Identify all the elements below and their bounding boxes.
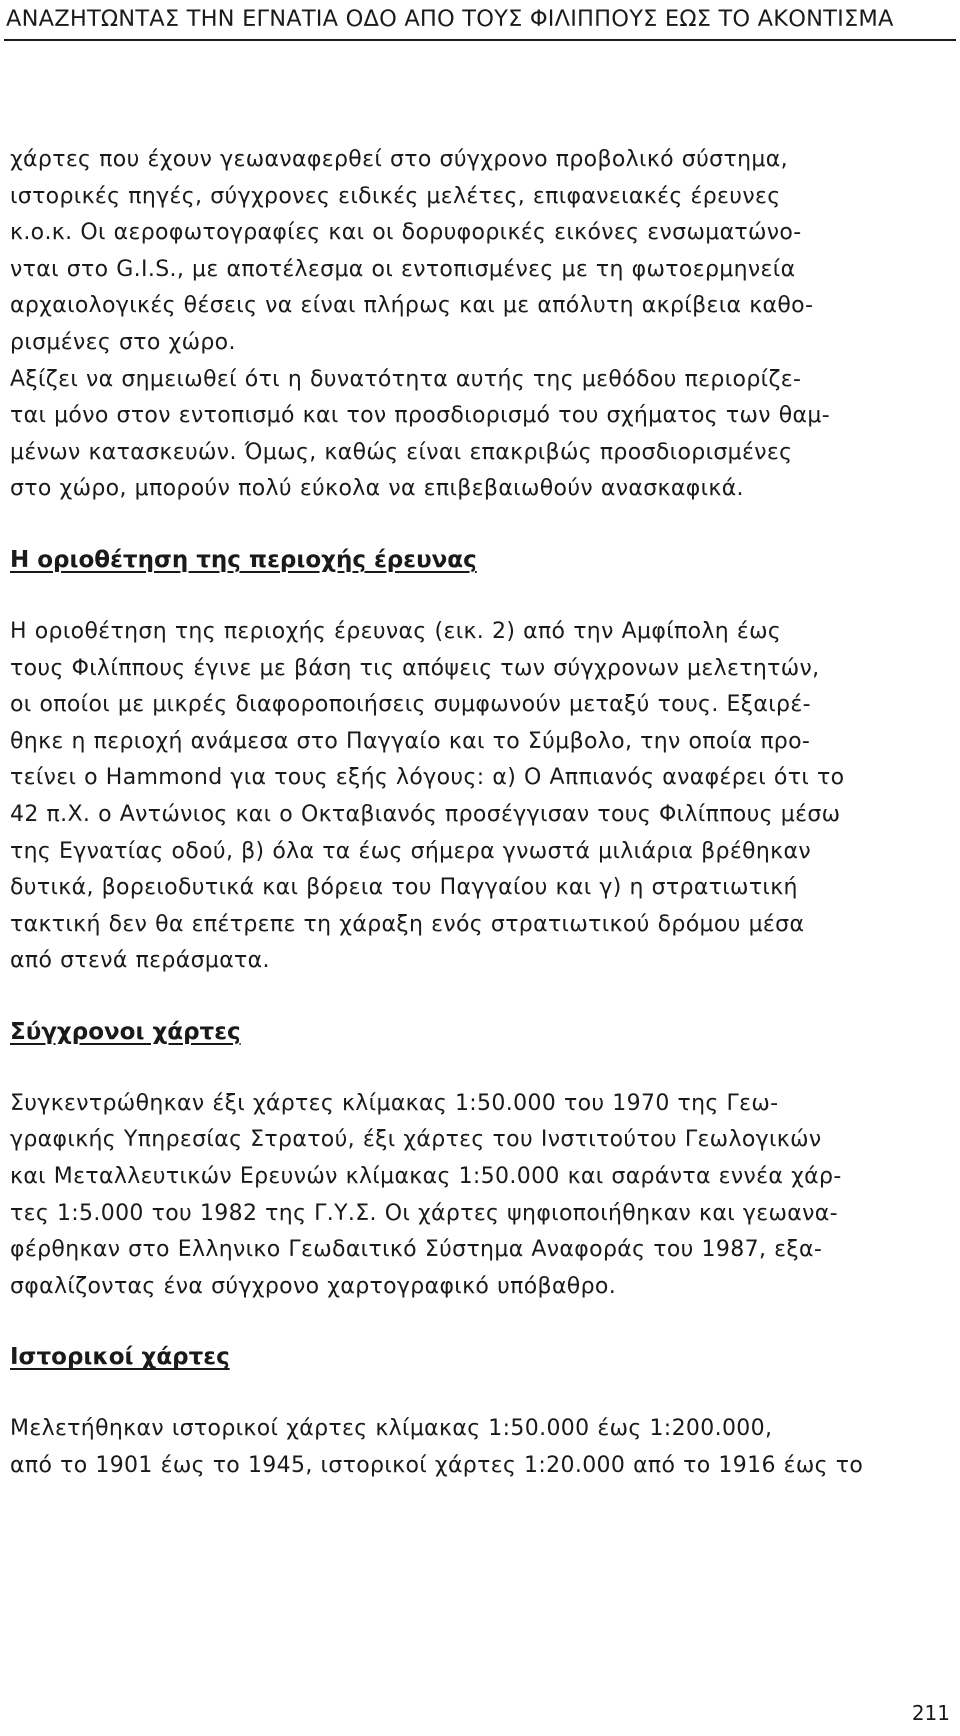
text-line: νται στο G.I.S., με αποτέλεσμα οι εντοπισμένες με τη φωτοερμηνεία bbox=[10, 256, 796, 282]
text-line: στο χώρο, μπορούν πολύ εύκολα να επιβεβαιωθούν ανασκαφικά. bbox=[10, 476, 744, 502]
page-number: 211 bbox=[911, 1701, 950, 1725]
page-body bbox=[10, 142, 954, 1485]
text-line: Η οριοθέτηση της περιοχής έρευνας (εικ. 2) από την Αμφίπολη έως bbox=[10, 618, 782, 644]
text-line: οι οποίοι με μικρές διαφοροποιήσεις συμφωνούν μεταξύ τους. Εξαιρέ- bbox=[10, 692, 811, 718]
text-line: αρχαιολογικές θέσεις να είναι πλήρως και με απόλυτη ακρίβεια καθο- bbox=[10, 293, 814, 319]
text-line: τακτική δεν θα επέτρεπε τη χάραξη ενός στρατιωτικού δρόμου μέσα bbox=[10, 911, 805, 937]
text-line: τους Φιλίππους έγινε με βάση τις απόψεις των σύγχρονων μελετητών, bbox=[10, 655, 820, 681]
text-line: από το 1901 έως το 1945, ιστορικοί χάρτες 1:20.000 από το 1916 έως το bbox=[10, 1453, 864, 1479]
section-heading-historical-maps: Ιστορικοί χάρτες bbox=[10, 1344, 230, 1371]
text-line: φέρθηκαν στο Ελληνικο Γεωδαιτικό Σύστημα Αναφοράς του 1987, εξα- bbox=[10, 1237, 823, 1263]
text-line: ρισμένες στο χώρο. bbox=[10, 329, 236, 355]
paragraph-2 bbox=[10, 362, 954, 508]
section-heading-modern-maps: Σύγχρονοι χάρτες bbox=[10, 1018, 241, 1045]
text-line: 42 π.Χ. ο Αντώνιος και ο Οκταβιανός προσέγγισαν τους Φιλίππους μέσω bbox=[10, 801, 841, 827]
text-line: Μελετήθηκαν ιστορικοί χάρτες κλίμακας 1:50.000 έως 1:200.000, bbox=[10, 1416, 773, 1442]
text-line: δυτικά, βορειοδυτικά και βόρεια του Παγγαίου και γ) η στρατιωτική bbox=[10, 875, 798, 901]
text-line: Αξίζει να σημειωθεί ότι η δυνατότητα αυτής της μεθόδου περιορίζε- bbox=[10, 366, 802, 392]
text-line: θηκε η περιοχή ανάμεσα στο Παγγαίο και το Σύμβολο, την οποία προ- bbox=[10, 728, 811, 754]
text-line: σφαλίζοντας ένα σύγχρονο χαρτογραφικό υπόβαθρο. bbox=[10, 1273, 617, 1299]
text-line: μένων κατασκευών. Όμως, καθώς είναι επακριβώς προσδιορισμένες bbox=[10, 439, 793, 465]
paragraph-5 bbox=[10, 1411, 954, 1484]
text-line: της Εγνατίας οδού, β) όλα τα έως σήμερα γνωστά μιλιάρια βρέθηκαν bbox=[10, 838, 811, 864]
text-line: ται μόνο στον εντοπισμό και τον προσδιορισμό του σχήματος των θαμ- bbox=[10, 403, 831, 429]
text-line: χάρτες που έχουν γεωαναφερθεί στο σύγχρονο προβολικό σύστημα, bbox=[10, 147, 788, 172]
running-header: ΑΝΑΖΗΤΩΝΤΑΣ ΤΗΝ ΕΓΝΑΤΙΑ ΟΔΟ ΑΠΟ ΤΟΥΣ ΦΙΛΙΠΠΟΥΣ ΕΩΣ ΤΟ ΑΚΟΝΤΙΣΜΑ bbox=[6, 6, 894, 32]
text-line: από στενά περάσματα. bbox=[10, 948, 270, 974]
text-line: ιστορικές πηγές, σύγχρονες ειδικές μελέτες, επιφανειακές έρευνες bbox=[10, 183, 781, 209]
text-line: κ.ο.κ. Οι αεροφωτογραφίες και οι δορυφορικές εικόνες ενσωματώνο- bbox=[10, 220, 802, 246]
text-line: και Μεταλλευτικών Ερευνών κλίμακας 1:50.000 και σαράντα εννέα χάρ- bbox=[10, 1164, 842, 1190]
header-rule bbox=[4, 39, 956, 41]
section-heading-study-area: Η οριοθέτηση της περιοχής έρευνας bbox=[10, 546, 477, 573]
text-line: τες 1:5.000 του 1982 της Γ.Υ.Σ. Οι χάρτες ψηφιοποιήθηκαν και γεωανα- bbox=[10, 1200, 838, 1226]
paragraph-4 bbox=[10, 1086, 954, 1306]
text-line: γραφικής Υπηρεσίας Στρατού, έξι χάρτες του Ινστιτούτου Γεωλογικών bbox=[10, 1127, 822, 1153]
paragraph-3 bbox=[10, 614, 954, 980]
text-line: Συγκεντρώθηκαν έξι χάρτες κλίμακας 1:50.000 του 1970 της Γεω- bbox=[10, 1090, 779, 1116]
paragraph-1 bbox=[10, 142, 954, 362]
text-line: τείνει ο Hammond για τους εξής λόγους: α) Ο Αππιανός αναφέρει ότι το bbox=[10, 765, 845, 791]
